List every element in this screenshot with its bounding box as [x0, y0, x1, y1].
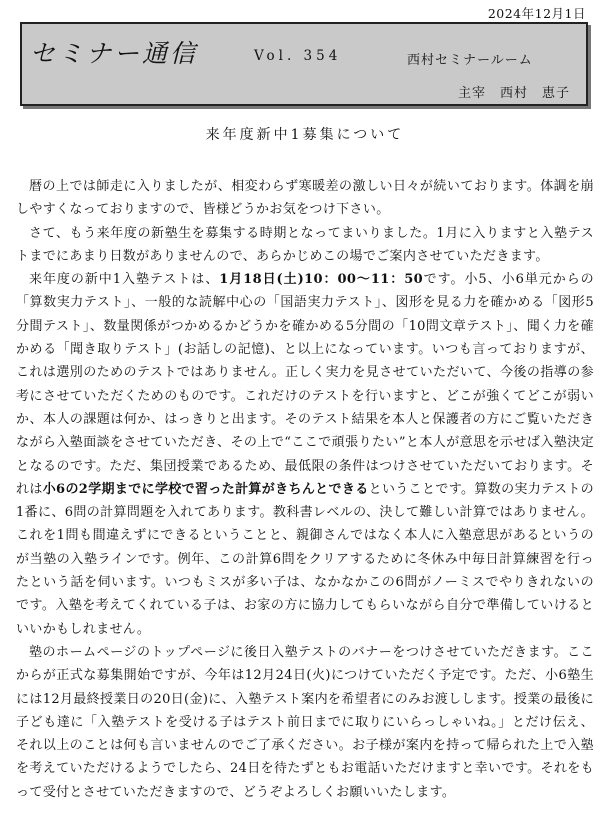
issue-date: 2024年12月1日 [487, 6, 586, 21]
paragraph-intro: さて、もう来年度の新塾生を募集する時期となってまいりました。1月に入りますと入塾テストまでにあまり日数がありませんので、あらかじめこの場でご案内させていただきます。 [16, 225, 594, 264]
paragraph-greeting: 暦の上では師走に入りましたが、相変わらず寒暖差の激しい日々が続いております。体調を崩しやすくなっておりますので、皆様どうかお気をつけ下さい。 [16, 179, 594, 218]
entry-condition: 小6の2学期までに学校で習った計算がきちんとできる [42, 481, 369, 497]
newsletter-title: セミナー通信 [30, 39, 199, 68]
article-body [16, 175, 594, 804]
article-heading: 来年度新中1募集について [205, 127, 405, 143]
paragraph-text: 来年度の新中1入塾テストは、 [29, 272, 220, 288]
paragraph-text: ということです。算数の実力テストの1番に、6問の計算問題を入れてあります。教科書レベルの、決して難しい計算ではありません。これを1問も間違えずにできるということと、親御さんではなく本人に入塾意思があるというのが当塾の入塾ラインです。例年、この計算6問をクリアするために冬休み中毎日計算練習を行ったという話を伺います。いつもミスが多い子は、なかなかこの6問がノーミスでやりきれないのです。入塾を考えてくれている子は、お家の方に協力してもらいながら自分で準備していけるといいかもしれません。 [16, 481, 595, 637]
test-datetime: 1月18日(土)10：00～11：50 [219, 272, 424, 288]
paragraph-text: です。小5、小6単元からの「算数実力テスト」、一般的な読解中心の「国語実力テスト」、図形を見る力を確かめる「図形5分間テスト」、数量関係がつかめるかどうかを確かめる5分間の「10問文章テスト」、聞く力を確かめる「聞き取りテスト」(お話しの記憶)、と以上になっています。いつも言っておりますが、これは選別のためのテストではありません。正しく実力を見させていただいて、今後の指導の参考にさせていただくためのものです。これだけのテストを行いますと、どこが強くてどこが弱いか、本人の課題は何か、はっきりと出ます。そのテスト結果を本人と保護者の方にご覧いただきながら入塾面談をさせていただき、その上で“ここで頑張りたい”と本人が意思を示せば入塾決定となるのです。ただ、集団授業であるため、最低限の条件はつけさせていただいております。それは [16, 272, 595, 497]
paragraph-schedule: 塾のホームページのトップページに後日入塾テストのバナーをつけさせていただきます。ここからが正式な募集開始ですが、今年は12月24日(火)につけていただく予定です。ただ、小6塾生には12月最終授業日の20日(金)に、入塾テスト案内を希望者にのみお渡しします。授業の最後に子ども達に「入塾テストを受ける子はテスト前日までに取りにいらっしゃいね。」とだけ伝え、それ以上のことは何も言いませんのでご了承ください。お子様が案内を持って帰られた上で入塾を考えていただけるようでしたら、24日を待たずともお電話いただけますと幸いです。それをもって受付とさせていただきますので、どうぞよろしくお願いいたします。 [16, 644, 594, 800]
newsletter-header [20, 22, 588, 106]
volume-number: Vol. 354 [254, 48, 342, 64]
owner-name: 主宰 西村 恵子 [458, 86, 571, 101]
organization-name: 西村セミナールーム [407, 53, 533, 68]
paragraph-test-details [16, 268, 594, 641]
